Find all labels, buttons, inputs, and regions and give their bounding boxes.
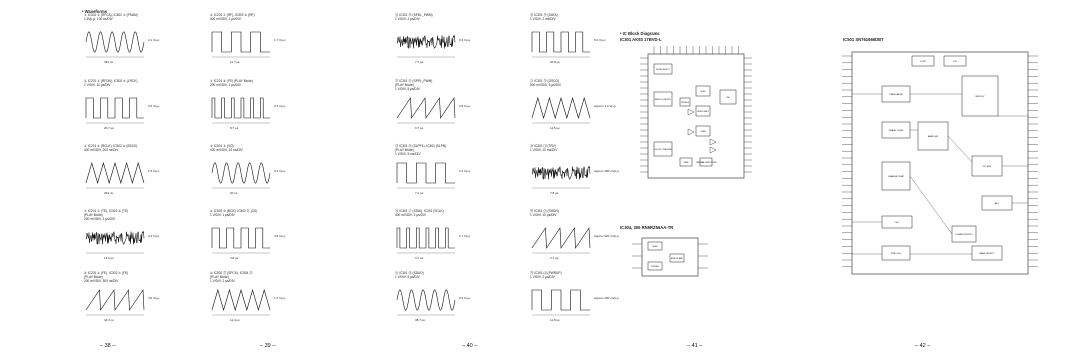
waveform-period: 20.7 µs [104,126,114,130]
waveform-caption: (PLAY Mode) [395,82,414,87]
waveform-trace [212,28,272,56]
signal-line [910,176,952,234]
ic501-function-block [962,76,998,116]
ic301-function-block [696,86,710,96]
svg-text:ADC: ADC [994,202,1000,205]
ic304-block-label: DRIVER [651,265,659,268]
svg-text:LOOP: LOOP [919,60,927,63]
ic501-function-block [912,56,934,66]
ic-block-diagrams-heading: • IC Block Diagrams [620,31,660,36]
waveform-period: 11.6 µs [104,256,114,260]
ic501-block-diagram [842,46,1040,282]
waveform-caption: ⑤ IC201 ② (FE), IC302 ③ (FE) [84,271,129,275]
waveforms-heading: • Waveforms [82,9,108,14]
waveform-trace [532,94,592,122]
waveform-trace [212,94,272,122]
waveform-level: Approx 520 mVp-p [594,234,620,238]
ic501-function-block [882,122,910,138]
svg-text:PRESCALER: PRESCALER [889,93,903,96]
ic501-function-block [882,246,910,260]
waveform-caption: 1 V/DIV, 2 µs/DIV [395,16,420,21]
waveform-level: 1.5 Vp-p [148,169,160,173]
waveform-caption: 1 V/DIV, 2 ms/DIV [530,16,556,21]
amplifier-symbol [688,109,694,115]
page-number-41: – 41 – [687,343,703,349]
waveform-caption: ⑱ IC301 ⑴ (TRV) [530,144,556,148]
waveform-caption: 1 V/DIV, 10 µs/DIV [84,82,111,87]
waveform-period: 333 ns [104,60,114,64]
waveform-period: 20 ns [230,191,238,195]
waveform-caption: ⑦ IC201 ⑧ (FE) (PLAY Mode) [210,79,253,83]
waveform-trace [532,286,592,314]
waveform-caption: (PLAY Mode) [395,147,414,152]
waveform-trace [212,286,272,314]
svg-text:OSC: OSC [894,221,900,224]
amplifier-symbol [710,139,716,145]
ic301-function-block [696,106,710,116]
svg-text:SERVO CONTROL: SERVO CONTROL [654,98,672,101]
waveform-caption: 200 mV/DIV, 1 µs/DIV [210,82,241,87]
svg-text:I2C BUS: I2C BUS [982,165,992,168]
ic304-block-diagram [630,232,710,282]
ic501-outline [842,46,1040,282]
waveform-period: 7.7 µs [415,60,424,64]
waveform-caption: 400 mV/DIV, 20 ns/DIV [210,147,243,152]
ic501-function-block [918,122,948,150]
waveform-caption: ③ IC201 ⑧ (RCLK), IC502 ⑨ (BSCK) [84,144,138,148]
waveform-period: 44.3 ns [104,318,114,322]
waveform-caption: 1 V/DIV, 1 µs/DIV [210,212,235,217]
svg-text:VREF: VREF [683,161,689,164]
waveform-caption: 1 V/DIV, 2 µs/DIV [210,278,235,283]
page-number-38: – 38 – [100,343,116,349]
waveform-level: 3.1 Vp-p [459,169,471,173]
ic501-function-block [882,216,912,228]
waveform-caption: ⑪ IC301 ⑭ (SPDL_PWM) [395,13,433,17]
waveform-caption: ② IC201 ⑦ (RFDN), IC502 ⑧ (LRCK) [84,79,138,83]
waveform-period: 11.8 µs [550,318,560,322]
waveform-level: 1.2 Vp-p [274,296,286,300]
waveform-caption: 500 mV/DIV, 5 µs/DIV [530,82,561,87]
waveform-trace [86,224,146,252]
waveform-trace [397,28,457,56]
page-number-40: – 40 – [462,343,478,349]
waveform-period: 11.4 µs [230,318,240,322]
amplifier-symbol [688,129,694,135]
waveform-caption: 400 mV/DIV, 2 µs/DIV [395,212,426,217]
svg-text:FOCUS / TRACKING: FOCUS / TRACKING [654,148,672,151]
ic301-function-block [654,64,672,74]
ic301-function-block [680,158,692,166]
svg-text:BAND SW: BAND SW [927,135,939,138]
ic301-function-block [696,126,710,136]
ic501-title: IC501 SN761666DBT [843,37,884,42]
waveform-period: 9.7 µs [415,126,424,130]
waveform-trace [86,94,146,122]
page-number-39: – 39 – [260,343,276,349]
svg-text:SLED: SLED [700,90,706,93]
ic301-title: IC301 AK93 17BVD-L [620,37,662,42]
waveform-period: 38.7 µs [415,318,425,322]
ic301-function-block [654,142,672,156]
ic301-function-block [720,90,736,104]
svg-text:THERMAL SHUTDOWN: THERMAL SHUTDOWN [695,161,717,164]
waveform-caption: ⑲ IC301 ⑵ (SHDN) [530,209,559,213]
waveform-period: 3.8 µs [230,256,239,260]
ic304-title: IC304, 305 RN5RZ56AA-TR [620,225,674,230]
waveform-period: 20.8 µs [550,60,560,64]
waveform-level: 5.0 Vp-p [594,38,606,42]
waveform-caption: ⑭ IC301 ⑰ (SDAI), IC301 (SCLK) [395,209,444,213]
waveform-caption: 1 V/DIV, 5 µs/DIV [395,86,420,91]
waveform-trace [397,159,457,187]
waveform-caption: ⑳ IC301 ⑶ (PWRUP) [530,271,562,275]
svg-text:SPINDLE: SPINDLE [680,101,690,104]
waveform-caption: 400 mV/DIV, 1 µs/DIV [210,16,241,21]
waveform-level: 4.6 Vp-p [148,296,160,300]
waveform-caption: ⑮ IC301 ⑱ (SDAO) [395,271,424,275]
waveform-caption: 1 V/DIV, 5 ms/DIV [395,151,421,156]
waveform-period: 294 ns [104,191,114,195]
waveform-level: 3.4 Vp-p [274,169,286,173]
waveform-caption: ⑩ IC502 ⑫ (SPCK), IC504 ⑬ [210,271,253,275]
waveform-caption: ⑥ IC201 ⑦ (RF), IC502 ⑧ (RF) [210,13,255,17]
waveform-period: 7.4 µs [415,191,424,195]
waveform-caption: ① IC301 ② (RFCA), IC502 ③ (PSAM) [84,13,138,17]
waveform-caption: (PLAY Mode) [84,274,103,279]
waveform-caption: ⑬ IC301 ⑯ (SLPPL), IC301 (SLPN) [395,144,447,148]
waveform-caption: ⑯ IC301 ⑲ (DATA) [530,13,558,17]
svg-text:POWER SUPPLY: POWER SUPPLY [955,233,973,236]
ic501-function-block [972,156,1002,176]
waveform-caption: 1 V/DIV, 10 µs/DIV [530,212,557,217]
waveform-level: Approx 1.4 Vp-p [594,104,616,108]
waveform-caption: 1 V/DIV, 5 µs/DIV [395,274,420,279]
waveform-trace [86,159,146,187]
ic501-function-block [944,56,966,66]
waveform-level: 2.6 Vp-p [148,104,160,108]
waveform-trace [532,28,592,56]
ic501-function-block [882,162,910,190]
svg-text:MODE SELECT: MODE SELECT [656,68,670,71]
waveform-caption: 200 mV/DIV, 500 ns/DIV [84,278,119,283]
waveform-level: 1.7 Vp-p [274,38,286,42]
waveform-level: 2.7 Vp-p [459,234,471,238]
waveform-trace [532,224,592,252]
waveform-caption: 400 mV/DIV, 200 ns/DIV [84,147,119,152]
ic301-outline [640,46,755,186]
ic501-function-block [882,86,910,102]
waveform-caption: 1 V/DIV, 2 µs/DIV [530,274,555,279]
svg-text:CHARGE PUMP: CHARGE PUMP [887,175,905,178]
waveform-period: 8.7 µs [230,126,239,130]
waveform-caption: ⑫ IC301 ⑮ (SPPL_PWM) [395,79,433,83]
svg-text:SW: SW [726,96,730,99]
ic301-function-block [696,158,717,166]
waveform-caption: 1 V/DIV, 10 ms/DIV [530,147,558,152]
waveform-level: 2.3 Vp-p [274,104,286,108]
svg-text:BAND SELECT: BAND SELECT [979,252,995,255]
waveform-caption: (PLAY Mode) [84,212,103,217]
svg-text:XTAL OSC: XTAL OSC [890,252,902,255]
waveform-period: 3.7 µs [415,256,424,260]
amplifier-symbol [710,147,716,153]
ic501-function-block [972,246,1002,260]
waveform-trace [86,28,146,56]
waveform-level: 2.5 Vp-p [459,296,471,300]
waveform-level: 2.8 Vp-p [459,104,471,108]
ic301-function-block [680,98,690,106]
waveform-trace [397,286,457,314]
svg-text:PHASE COMP: PHASE COMP [888,129,904,132]
waveform-level: 2.1 Vp-p [148,38,160,42]
waveform-trace [212,224,272,252]
ic304-outline [630,232,710,282]
page-number-42: – 42 – [915,343,931,349]
waveform-period: 7.8 µs [550,191,559,195]
waveform-caption: ⑰ IC301 ⑳ (OSCO) [530,79,560,83]
waveform-trace [397,94,457,122]
waveform-trace [212,159,272,187]
waveform-caption: ⑨ IC502 ⑩ (BCK), IC502 ⑪ (CK) [210,209,258,213]
svg-text:REF DIV: REF DIV [975,95,985,98]
ic501-function-block [952,226,976,242]
ic501-function-block [982,196,1012,210]
waveform-level: 4.8 Vp-p [274,234,286,238]
svg-text:DIV: DIV [953,60,957,63]
waveform-caption: 200 mV/DIV, 1 µs/DIV [84,216,115,221]
signal-line [948,136,972,162]
waveform-caption: ⑧ IC501 ⑨ (XO) [210,144,234,148]
waveform-period: 2.7 µs [550,256,559,260]
waveform-caption: 1.5Vp-p, 100 ns/DIV [84,16,113,21]
waveform-level: Approx 200 mVp-p [594,296,620,300]
waveform-caption: (PLAY Mode) [210,274,229,279]
svg-text:PWM: PWM [700,130,706,133]
waveform-level: 2.4 Vp-p [148,234,160,238]
waveform-period: 11.7 µs [230,60,240,64]
waveform-trace [86,286,146,314]
ic304-block-label: VREF [652,245,658,248]
waveform-trace [397,224,457,252]
waveform-caption: ④ IC201 ① (TE), IC302 ② (TE) [84,209,129,213]
waveform-trace [532,159,592,187]
ic301-block-diagram [640,46,755,186]
ic304-block-label: ERROR AMP [670,257,684,260]
waveform-level: 3.3 Vp-p [459,38,471,42]
svg-text:LEVEL SHIFT: LEVEL SHIFT [697,110,709,113]
waveform-period: 11.5 µs [550,126,560,130]
waveform-level: Approx 260 mVp-p [594,169,620,173]
ic301-function-block [654,92,672,106]
